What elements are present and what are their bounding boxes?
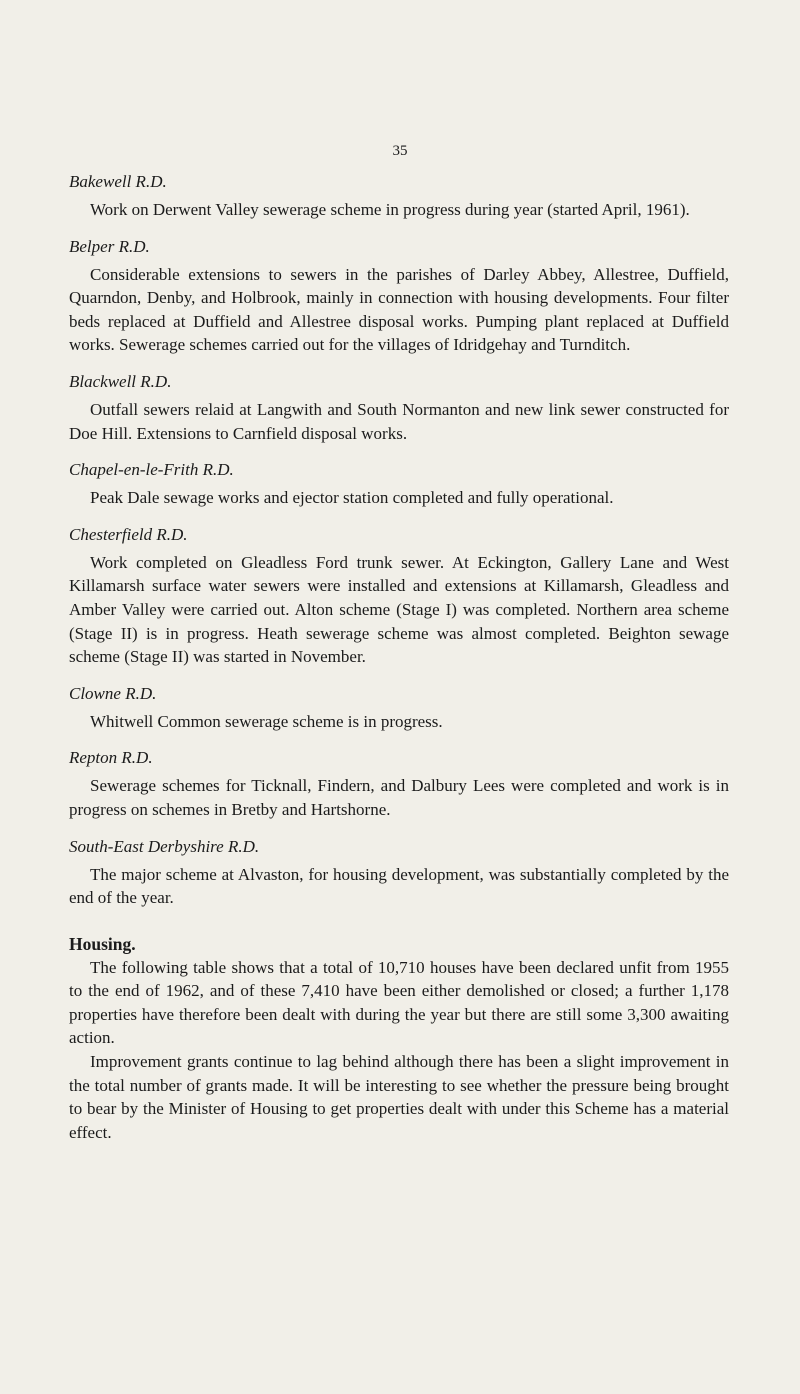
section-south-east-derbyshire [69, 835, 729, 910]
section-chapel-en-le-frith [69, 458, 729, 510]
section-text: Outfall sewers relaid at Langwith and South Normanton and new link sewer constructed for Doe Hill. Extensions to Carnfield disposal works. [69, 399, 729, 443]
section-heading: Bakewell R.D. [69, 172, 167, 191]
document-body [69, 170, 729, 1144]
section-text: Work on Derwent Valley sewerage scheme in progress during year (started April, 1961). [90, 200, 690, 219]
section-heading: Belper R.D. [69, 236, 150, 256]
section-text: The major scheme at Alvaston, for housing development, was substantially completed by the end of the year. [69, 864, 729, 908]
section-chesterfield [69, 523, 729, 669]
section-blackwell [69, 370, 729, 445]
section-bakewell [69, 170, 729, 222]
page-number: 35 [392, 143, 408, 159]
housing-heading: Housing. [69, 933, 136, 954]
section-text: Work completed on Gleadless Ford trunk sewer. At Eckington, Gallery Lane and West Killamarsh surface water sewers were installed and extensions at Killamarsh, Gleadless and Amber Valley were carried out. Alton scheme (Stage I) was completed. Northern area scheme (Stage II) is in progress. Heath sewerage scheme was almost completed. Beighton sewage scheme (Stage II) was started in November. [69, 552, 729, 667]
housing-paragraph: Improvement grants continue to lag behind although there has been a slight improvement in the total number of grants made. It will be interesting to see whether the pressure being brought to bear by the Minister of Housing to get properties dealt with under this Scheme has a material effect. [69, 1052, 729, 1142]
section-heading: Clowne R.D. [69, 683, 157, 703]
section-heading: South-East Derbyshire R.D. [69, 836, 260, 856]
section-heading: Chesterfield R.D. [69, 524, 188, 544]
section-clowne [69, 682, 729, 734]
section-text: Sewerage schemes for Ticknall, Findern, and Dalbury Lees were completed and work is in progress on schemes in Bretby and Hartshorne. [69, 776, 729, 819]
section-repton [69, 746, 729, 821]
section-heading: Chapel-en-le-Frith R.D. [69, 460, 234, 480]
section-belper [69, 235, 729, 357]
section-heading: Repton R.D. [69, 748, 153, 768]
section-text: Considerable extensions to sewers in the parishes of Darley Abbey, Allestree, Duffield, Quarndon, Denby, and Holbrook, mainly in connection with housing developments. Four filter beds replaced at Duffield and Allestree disposal works. Pumping plant replaced at Duffield works. Sewerage schemes carried out for the villages of Idridgehay and Turnditch. [69, 264, 729, 355]
housing-paragraph: The following table shows that a total of 10,710 houses have been declared unfit from 1955 to the end of 1962, and of these 7,410 have been either demolished or closed; a further 1,178 properties have therefore been dealt with during the year but there are still some 3,300 awaiting action. [69, 957, 729, 1048]
section-heading: Blackwell R.D. [69, 371, 172, 391]
section-housing [69, 932, 729, 1145]
section-text: Peak Dale sewage works and ejector station completed and fully operational. [90, 488, 614, 508]
section-text: Whitwell Common sewerage scheme is in progress. [90, 711, 443, 731]
